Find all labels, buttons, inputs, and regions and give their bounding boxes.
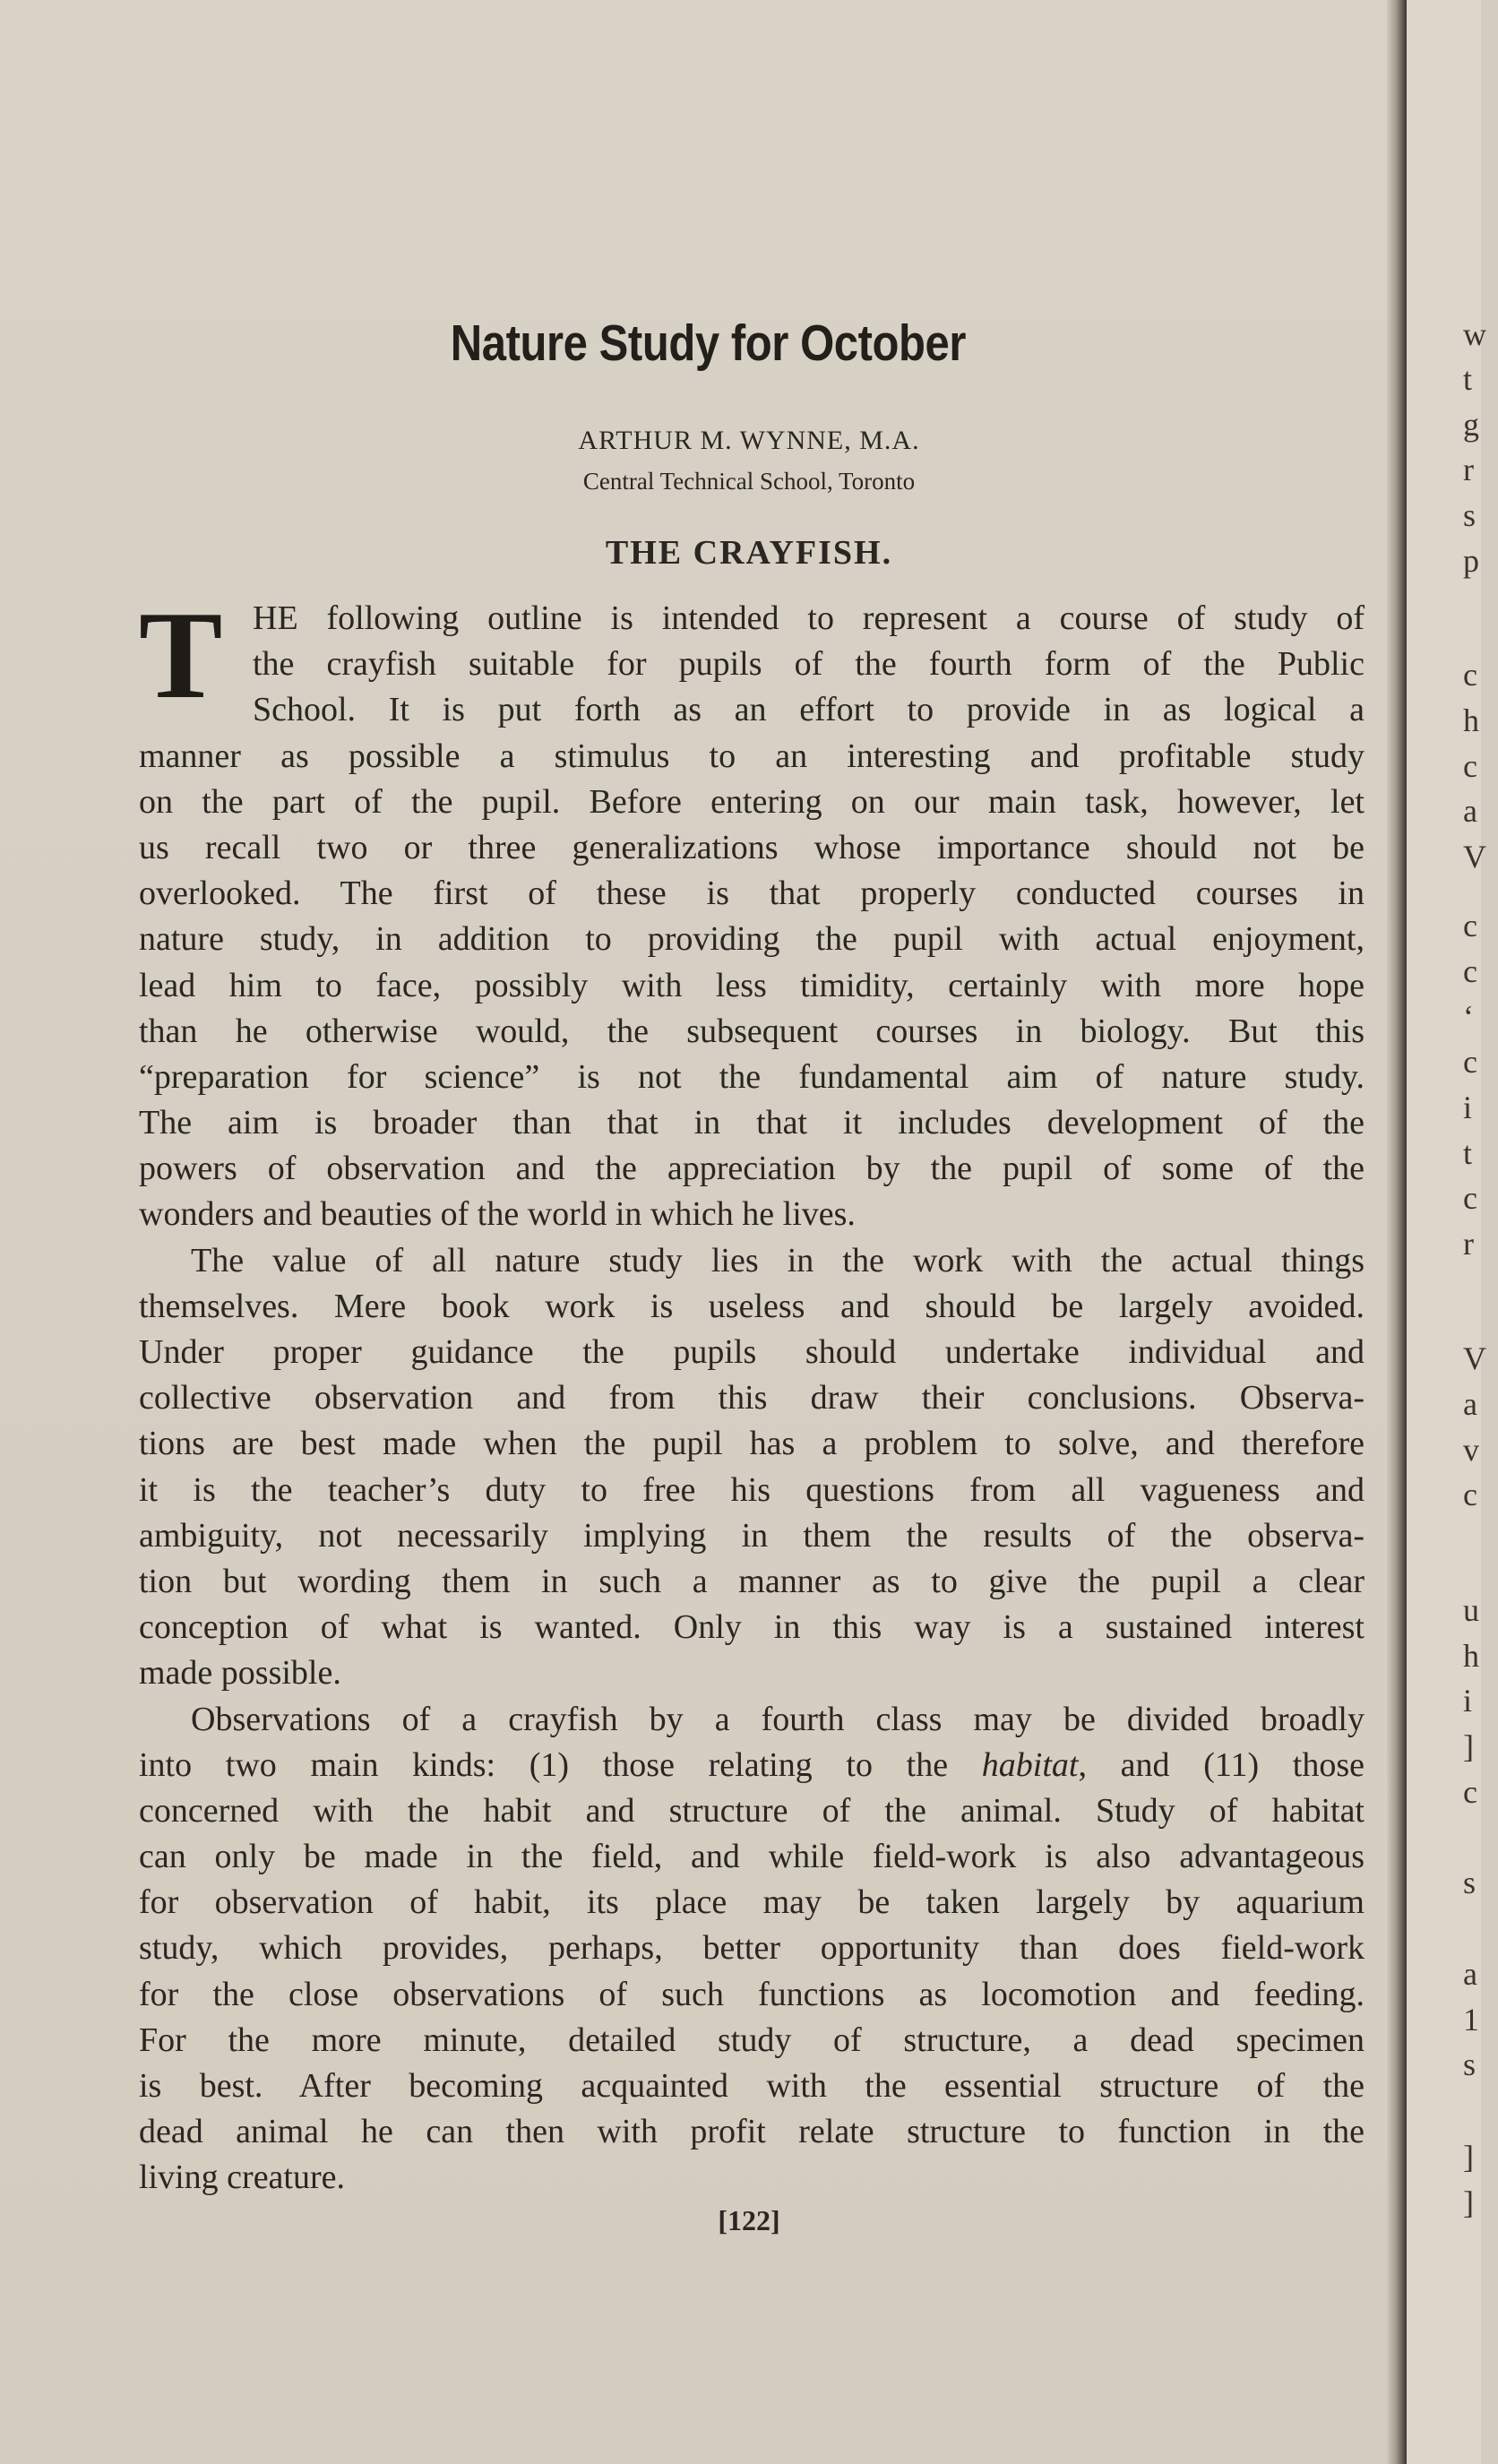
facing-page-fragment: V [1463,1340,1486,1376]
facing-page-fragment: V [1463,839,1486,874]
text-line: concerned with the habit and structure of the animal. Study of habitat [139,1791,1365,1830]
facing-page-fragment: r [1463,452,1474,487]
text-line: For the more minute, detailed study of structure, a dead specimen [139,2020,1365,2059]
facing-page-fragment: g [1463,407,1479,443]
text-line: is best. After becoming acquainted with the essential structure of the [139,2067,1365,2105]
facing-page-fragment: p [1463,543,1479,579]
text-line: us recall two or three generalizations whose importance should not be [139,828,1365,866]
text-line: nature study, in addition to providing the pupil with actual enjoyment, [139,920,1365,959]
italic-term: habitat [981,1745,1079,1784]
facing-page-fragment: ] [1463,1728,1474,1764]
text-line: The value of all nature study lies in the work with the actual things [191,1241,1365,1279]
drop-cap: T [139,586,223,725]
facing-page-fragment: i [1463,1090,1473,1125]
text-line: Observations of a crayfish by a fourth class may be divided broadly [191,1700,1365,1738]
facing-page-fragment: c [1463,1180,1477,1216]
text-line: ambiguity, not necessarily implying in them the results of the observa- [139,1516,1365,1555]
text-line: themselves. Mere book work is useless and should be largely avoided. [139,1287,1365,1325]
facing-page-fragment: c [1463,748,1477,784]
text-line: manner as possible a stimulus to an interesting and profitable study [139,737,1365,775]
facing-page-fragment: c [1463,953,1477,989]
facing-page-fragment: s [1463,497,1476,533]
text-line: lead him to face, possibly with less timidity, certainly with more hope [139,966,1365,1004]
facing-page-fragment: v [1463,1432,1479,1468]
text-line: tions are best made when the pupil has a problem to solve, and therefore [139,1425,1365,1463]
text-line: collective observation and from this draw their conclusions. Observa- [139,1379,1365,1417]
facing-page-fragment: a [1463,793,1477,829]
facing-page-fragment: c [1463,1774,1477,1810]
text-line: conception of what is wanted. Only in this way is a sustained interest [139,1608,1365,1647]
text-line: study, which provides, perhaps, better opportunity than does field-work [139,1929,1365,1968]
facing-page-edge [1407,0,1486,2464]
facing-page-fragment: t [1463,361,1473,397]
text-line [139,1743,1365,1788]
text-line: than he otherwise would, the subsequent courses in biology. But this [139,1012,1365,1050]
text-line: it is the teacher’s duty to free his questions from all vagueness and [139,1470,1365,1509]
facing-page-fragment: s [1463,1865,1476,1900]
text-line: dead animal he can then with profit relate structure to function in the [139,2113,1365,2151]
facing-page-fragment: c [1463,908,1477,943]
facing-page-fragment: ] [1463,2184,1474,2220]
text-segment: , and (11) those [1078,1745,1365,1784]
facing-page-fragment: i [1463,1683,1473,1719]
article-title: Nature Study for October [450,314,967,372]
facing-page-fragment: u [1463,1592,1479,1628]
text-line: “preparation for science” is not the fundamental aim of nature study. [139,1057,1365,1096]
text-line: living creature. [139,2158,346,2197]
author-affiliation: Central Technical School, Toronto [582,468,916,495]
facing-page-fragment: t [1463,1135,1473,1171]
text-line: for the close observations of such functions as locomotion and feeding. [139,1975,1365,2013]
facing-page-fragment: c [1463,657,1477,693]
text-line: on the part of the pupil. Before entering on our main task, however, let [139,782,1365,821]
section-heading: THE CRAYFISH. [605,534,893,572]
article-body [139,586,1365,2201]
text-line: for observation of habit, its place may be taken largely by aquarium [139,1883,1365,1922]
facing-page-fragment: r [1463,1226,1474,1262]
page-number: [122] [718,2204,780,2236]
facing-page-fragment: c [1463,1044,1477,1080]
author-name: ARTHUR M. WYNNE, M.A. [578,426,920,455]
text-line: tion but wording them in such a manner as to give the pupil a clear [139,1562,1365,1600]
book-gutter [1387,0,1407,2464]
facing-page-fragment: ] [1463,2139,1474,2175]
facing-page-fragment: 1 [1463,2002,1479,2038]
text-line: can only be made in the field, and while field-work is also advantageous [139,1838,1365,1876]
facing-page-fragment: w [1463,316,1486,352]
facing-page-fragment: s [1463,2046,1476,2082]
facing-page-fragment: a [1463,1386,1477,1422]
text-segment: into two main kinds: (1) those relating to the [139,1745,982,1784]
facing-page-fragment: c [1463,1477,1477,1512]
text-line: School. It is put forth as an effort to provide in as logical a [253,691,1365,729]
facing-page-fragment: h [1463,1638,1479,1674]
text-line: The aim is broader than that in that it includes development of the [139,1104,1365,1142]
text-line: HE following outline is intended to represent a course of study of [253,599,1365,637]
text-line: overlooked. The first of these is that properly conducted courses in [139,874,1365,913]
text-line: Under proper guidance the pupils should undertake individual and [139,1333,1365,1371]
facing-page-fragment: ‘ [1463,999,1474,1035]
facing-page-fragment: a [1463,1956,1477,1992]
text-line: made possible. [139,1654,341,1693]
facing-page-fragment: h [1463,702,1479,738]
text-line: wonders and beauties of the world in which he lives. [139,1195,856,1234]
text-line: powers of observation and the appreciation by the pupil of some of the [139,1150,1365,1188]
text-line: the crayfish suitable for pupils of the fourth form of the Public [253,645,1365,684]
